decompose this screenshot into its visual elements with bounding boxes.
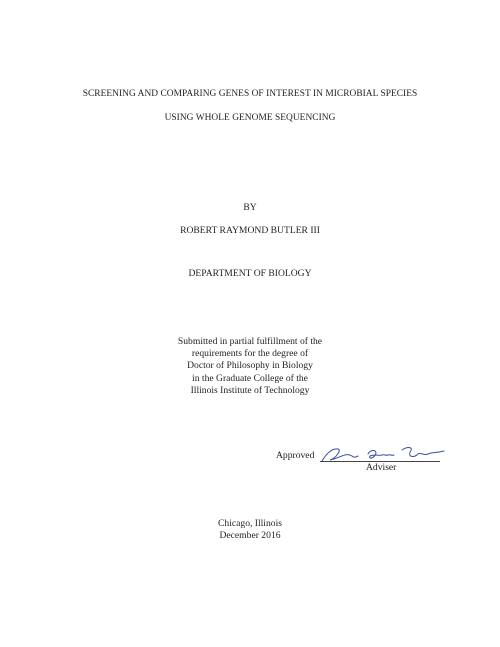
author-name: ROBERT RAYMOND BUTLER III [180,225,320,236]
submission-line: in the Graduate College of the [192,372,308,384]
submission-line: Doctor of Philosophy in Biology [187,360,313,372]
submission-line: requirements for the degree of [191,348,309,360]
location: Chicago, Illinois [218,518,282,529]
submission-line: Illinois Institute of Technology [190,384,310,396]
approved-label: Approved [276,450,315,461]
by-label: BY [243,202,257,213]
thesis-title-line-2: USING WHOLE GENOME SEQUENCING [164,113,336,123]
submission-date: December 2016 [219,530,281,541]
adviser-label: Adviser [366,462,397,473]
thesis-title-line-1: SCREENING AND COMPARING GENES OF INTEREST IN MICROBIAL SPECIES [82,89,418,99]
department-name: DEPARTMENT OF BIOLOGY [188,268,312,279]
approval-block [276,446,456,476]
submission-statement [0,336,500,397]
submission-line: Submitted in partial fulfillment of the [177,336,323,347]
